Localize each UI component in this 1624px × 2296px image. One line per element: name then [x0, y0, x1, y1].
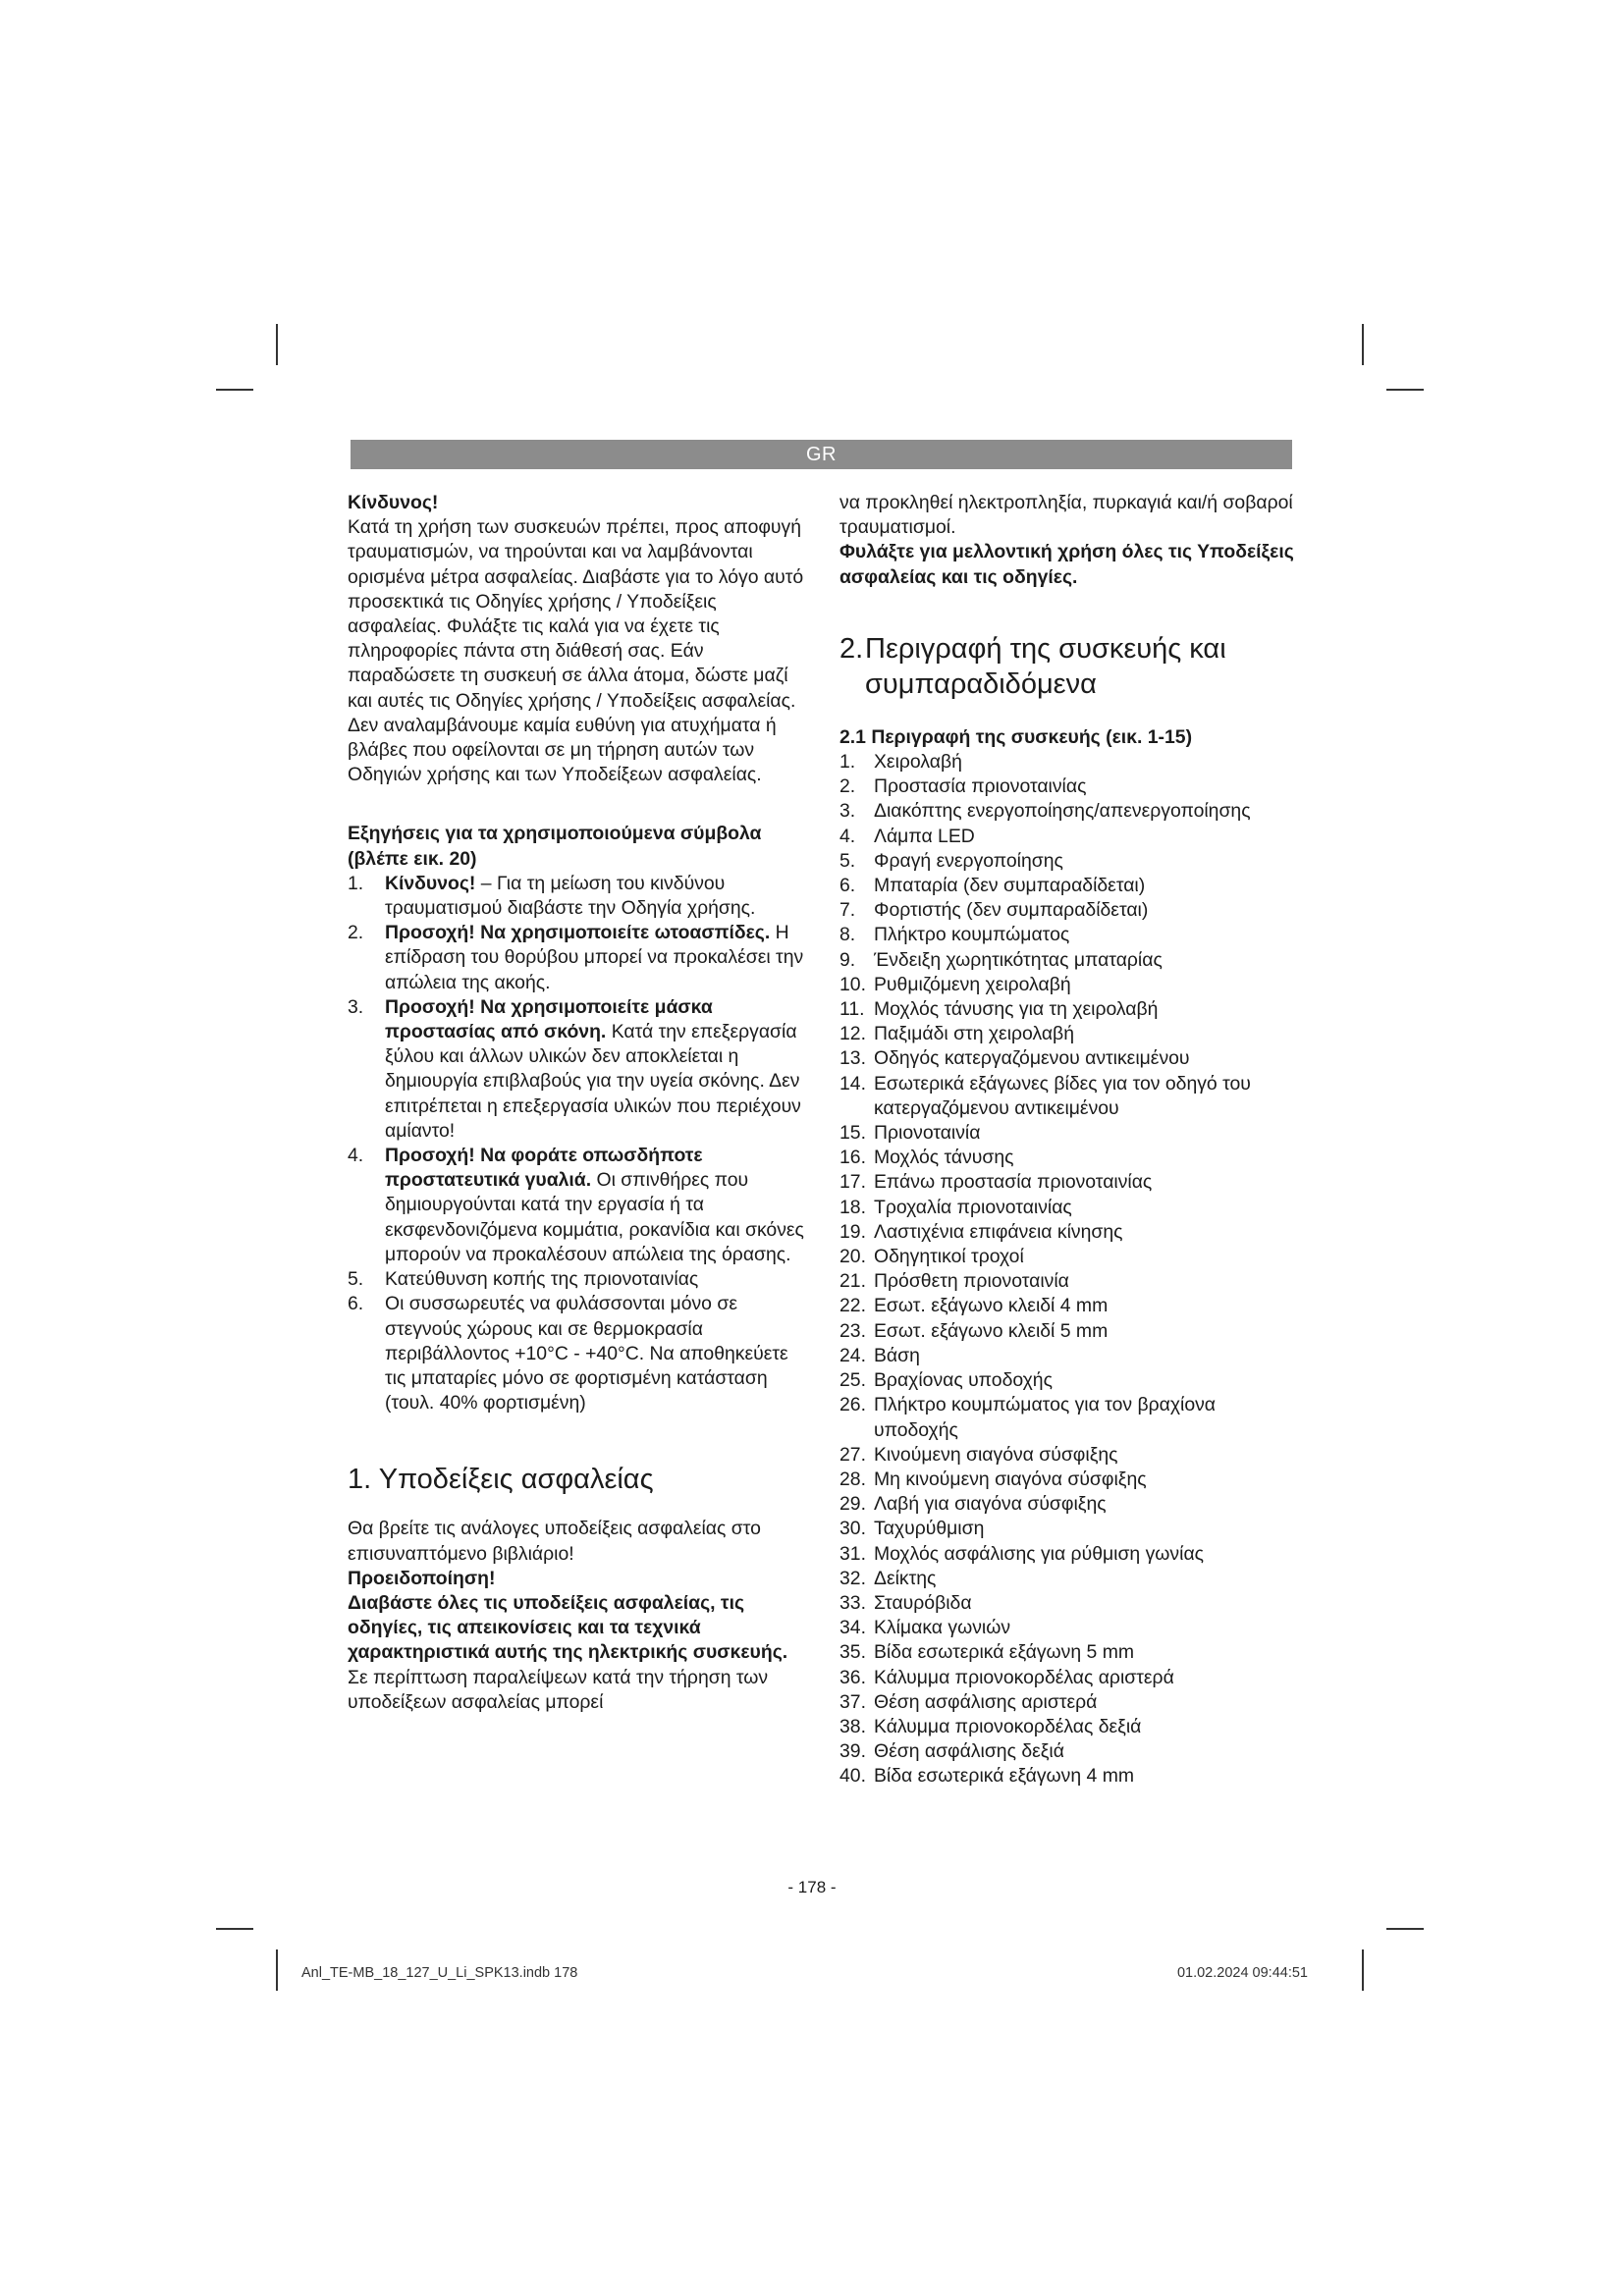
- part-item: [839, 997, 1301, 1022]
- part-item: [839, 1368, 1301, 1393]
- part-label: Φραγή ενεργοποίησης: [874, 849, 1063, 872]
- part-label: Μπαταρία (δεν συμπαραδίδεται): [874, 875, 1146, 897]
- symbol-number: 4.: [348, 1145, 364, 1167]
- part-number: 31.: [839, 1542, 866, 1565]
- part-item: [839, 1764, 1301, 1789]
- symbol-item: [348, 1144, 809, 1267]
- part-label: Βίδα εσωτερικά εξάγωνη 4 mm: [874, 1765, 1135, 1788]
- symbol-item: [348, 872, 809, 921]
- part-number: 16.: [839, 1147, 866, 1169]
- part-item: [839, 1666, 1301, 1690]
- part-label: Κινούμενη σιαγόνα σύσφιξης: [874, 1443, 1118, 1466]
- part-label: Μοχλός ασφάλισης για ρύθμιση γωνίας: [874, 1542, 1204, 1565]
- part-label: Δείκτης: [874, 1567, 937, 1589]
- part-label: Λάμπα LED: [874, 825, 975, 847]
- part-label: Πλήκτρο κουμπώματος: [874, 924, 1070, 946]
- part-item: [839, 1022, 1301, 1046]
- part-item: [839, 1690, 1301, 1715]
- page-number: - 178 -: [787, 1878, 837, 1896]
- part-label: Ταχυρύθμιση: [874, 1518, 985, 1540]
- part-label: Κλίμακα γωνιών: [874, 1617, 1011, 1639]
- part-item: [839, 874, 1301, 898]
- part-item: [839, 1046, 1301, 1071]
- section-1-number: 1.: [348, 1464, 372, 1496]
- subsection-title: 2.1 Περιγραφή της συσκευής (εικ. 1-15): [839, 725, 1193, 748]
- part-label: Ένδειξη χωρητικότητας μπαταρίας: [874, 948, 1163, 971]
- part-number: 14.: [839, 1072, 866, 1095]
- section-2-title-line2: συμπαραδιδόμενα: [865, 667, 1097, 700]
- part-item: [839, 1591, 1301, 1616]
- part-label: Πρόσθετη πριονοταινία: [874, 1270, 1069, 1293]
- keep-instructions: Φυλάξτε για μελλοντική χρήση όλες τις Υποδείξεις ασφαλείας και τις οδηγίες.: [839, 541, 1294, 588]
- part-number: 30.: [839, 1518, 866, 1540]
- symbol-text: Κατεύθυνση κοπής της πριονοταινίας: [385, 1268, 699, 1291]
- part-item: [839, 1170, 1301, 1195]
- crop-mark: [216, 389, 253, 391]
- part-number: 37.: [839, 1690, 866, 1713]
- part-item: [839, 1492, 1301, 1517]
- symbol-number: 5.: [348, 1268, 364, 1291]
- section-2-heading: [839, 631, 1301, 702]
- part-item: [839, 1640, 1301, 1665]
- part-label: Σταυρόβιδα: [874, 1591, 972, 1614]
- part-item: [839, 750, 1301, 774]
- part-number: 22.: [839, 1295, 866, 1317]
- footer-file-info: Anl_TE-MB_18_127_U_Li_SPK13.indb 178: [301, 1965, 578, 1981]
- part-item: [839, 1517, 1301, 1541]
- part-label: Κάλυμμα πριονοκορδέλας δεξιά: [874, 1715, 1142, 1737]
- parts-list: [839, 750, 1301, 1789]
- part-label: Τροχαλία πριονοταινίας: [874, 1196, 1072, 1218]
- part-item: [839, 898, 1301, 923]
- part-item: [839, 1443, 1301, 1468]
- symbol-text: – Για τη μείωση του κινδύνου τραυματισμού διαβάστε την Οδηγία χρήσης.: [385, 872, 756, 920]
- part-number: 36.: [839, 1666, 866, 1688]
- part-item: [839, 825, 1301, 849]
- part-number: 13.: [839, 1047, 866, 1070]
- part-number: 11.: [839, 998, 865, 1021]
- part-item: [839, 849, 1301, 874]
- part-item: [839, 1715, 1301, 1739]
- part-number: 3.: [839, 800, 856, 823]
- part-number: 27.: [839, 1443, 866, 1466]
- part-label: Διακόπτης ενεργοποίησης/απενεργοποίησης: [874, 800, 1251, 823]
- footer-date: 01.02.2024 09:44:51: [1176, 1965, 1308, 1981]
- part-number: 10.: [839, 973, 866, 995]
- part-item: [839, 1616, 1301, 1640]
- part-number: 20.: [839, 1246, 866, 1268]
- warning-title: Προειδοποίηση!: [348, 1567, 496, 1589]
- part-number: 6.: [839, 875, 856, 897]
- symbol-item: [348, 995, 809, 1144]
- section-1-text: Θα βρείτε τις ανάλογες υποδείξεις ασφαλείας στο επισυναπτόμενο βιβλιάριο!: [348, 1518, 761, 1565]
- part-item: [839, 1468, 1301, 1492]
- symbol-bold-text: Κίνδυνος!: [385, 872, 476, 894]
- part-label: Λαβή για σιαγόνα σύσφιξης: [874, 1493, 1107, 1516]
- crop-mark: [1386, 1928, 1424, 1930]
- section-2-number: 2.: [839, 632, 864, 665]
- crop-mark: [1362, 324, 1364, 365]
- symbol-text: Κατά την επεξεργασία ξύλου και άλλων υλικών δεν αποκλείεται η δημιουργία επιβλαβούς για την υγεία σκόνης. Δεν επιτρέπεται η επεξεργασία υλικών που περιέχουν αμίαντο!: [385, 1021, 801, 1142]
- section-1-title: Υποδείξεις ασφαλείας: [378, 1464, 654, 1496]
- part-label: Βάση: [874, 1344, 920, 1366]
- part-item: [839, 1269, 1301, 1294]
- part-number: 23.: [839, 1319, 866, 1342]
- part-number: 8.: [839, 924, 856, 946]
- part-number: 34.: [839, 1617, 866, 1639]
- danger-text: Κατά τη χρήση των συσκευών πρέπει, προς αποφυγή τραυματισμών, να τηρούνται και να λαμβάνονται ορισμένα μέτρα ασφαλείας. Διαβάστε για το λόγο αυτό προσεκτικά τις Οδηγίες χρήσης / Υποδείξεις ασφαλείας. Φυλάξτε τις καλά για να έχετε τις πληροφορίες πάντα στη διάθεσή σας. Εάν παραδώσετε τη συσκευή σε άλλα άτομα, δώστε μαζί και αυτές τις Οδηγίες χρήσης / Υποδείξεις ασφαλείας. Δεν αναλαμβάνουμε καμία ευθύνη για ατυχήματα ή βλάβες που οφείλονται σε μη τήρηση αυτών των Οδηγιών χρήσης και των Υποδείξεων ασφαλείας.: [348, 516, 804, 786]
- part-label: Θέση ασφάλισης αριστερά: [874, 1690, 1098, 1713]
- part-item: [839, 1542, 1301, 1567]
- part-item: [839, 1072, 1301, 1121]
- symbol-number: 2.: [348, 922, 364, 944]
- part-item: [839, 799, 1301, 824]
- right-column: [839, 491, 1301, 1789]
- part-label: Εσωτερικά εξάγωνες βίδες για τον οδηγό του κατεργαζόμενου αντικειμένου: [874, 1072, 1251, 1119]
- part-number: 18.: [839, 1196, 866, 1218]
- part-number: 7.: [839, 899, 856, 922]
- symbols-list: [348, 872, 809, 1415]
- part-item: [839, 1294, 1301, 1318]
- part-number: 35.: [839, 1641, 866, 1664]
- section-1-heading: [348, 1462, 809, 1497]
- part-number: 38.: [839, 1715, 866, 1737]
- part-number: 4.: [839, 825, 856, 847]
- symbol-bold-text: Προσοχή! Να φοράτε οπωσδήποτε προστατευτικά γυαλιά.: [385, 1145, 703, 1192]
- part-number: 21.: [839, 1270, 866, 1293]
- symbol-text: Οι σπινθήρες που δημιουργούνται κατά την εργασία ή τα εκσφενδονιζόμενα κομμάτια, ροκανίδια και σκόνες μπορούν να προκαλέσουν απώλεια της όρασης.: [385, 1169, 804, 1265]
- crop-mark: [276, 324, 278, 365]
- part-item: [839, 948, 1301, 973]
- part-label: Προστασία πριονοταινίας: [874, 775, 1087, 798]
- symbol-number: 3.: [348, 995, 364, 1018]
- part-number: 9.: [839, 948, 856, 971]
- part-item: [839, 1196, 1301, 1220]
- crop-mark: [276, 1949, 278, 1991]
- part-number: 19.: [839, 1220, 866, 1243]
- part-label: Χειρολαβή: [874, 751, 962, 774]
- part-item: [839, 1393, 1301, 1442]
- symbol-text: Η επίδραση του θορύβου μπορεί να προκαλέσει την απώλεια της ακοής.: [385, 922, 804, 993]
- continued-text: να προκληθεί ηλεκτροπληξία, πυρκαγιά και/ή σοβαροί τραυματισμοί.: [839, 492, 1293, 539]
- warning-paragraph: [348, 1591, 809, 1715]
- part-label: Πριονοταινία: [874, 1122, 981, 1145]
- crop-mark: [1362, 1949, 1364, 1991]
- part-item: [839, 1739, 1301, 1764]
- part-label: Μοχλός τάνυσης: [874, 1147, 1014, 1169]
- part-label: Πλήκτρο κουμπώματος για τον βραχίονα υποδοχής: [874, 1394, 1217, 1441]
- part-number: 5.: [839, 849, 856, 872]
- part-label: Κάλυμμα πριονοκορδέλας αριστερά: [874, 1666, 1174, 1688]
- part-label: Μη κινούμενη σιαγόνα σύσφιξης: [874, 1468, 1147, 1490]
- part-number: 40.: [839, 1765, 866, 1788]
- part-item: [839, 1245, 1301, 1269]
- part-label: Θέση ασφάλισης δεξιά: [874, 1740, 1064, 1763]
- part-number: 2.: [839, 775, 856, 798]
- part-item: [839, 1344, 1301, 1368]
- warning-bold: Διαβάστε όλες τις υποδείξεις ασφαλείας, τις οδηγίες, τις απεικονίσεις και τα τεχνικά χαρακτηριστικά αυτής της ηλεκτρικής συσκευής.: [348, 1591, 788, 1664]
- symbol-bold-text: Προσοχή! Να χρησιμοποιείτε ωτοασπίδες.: [385, 922, 771, 944]
- part-label: Ρυθμιζόμενη χειρολαβή: [874, 973, 1071, 995]
- part-item: [839, 1319, 1301, 1344]
- part-label: Επάνω προστασία πριονοταινίας: [874, 1171, 1153, 1194]
- part-item: [839, 1146, 1301, 1170]
- part-number: 26.: [839, 1394, 866, 1416]
- part-label: Μοχλός τάνυσης για τη χειρολαβή: [874, 998, 1159, 1021]
- part-label: Οδηγός κατεργαζόμενου αντικειμένου: [874, 1047, 1190, 1070]
- crop-mark: [216, 1928, 253, 1930]
- crop-mark: [1386, 389, 1424, 391]
- part-number: 25.: [839, 1369, 866, 1392]
- danger-title: Κίνδυνος!: [348, 492, 439, 513]
- symbols-title: Εξηγήσεις για τα χρησιμοποιούμενα σύμβολα (βλέπε εικ. 20): [348, 823, 762, 870]
- part-item: [839, 973, 1301, 997]
- part-item: [839, 923, 1301, 947]
- symbol-number: 6.: [348, 1293, 364, 1315]
- part-number: 33.: [839, 1591, 866, 1614]
- part-number: 17.: [839, 1171, 866, 1194]
- symbol-text: Οι συσσωρευτές να φυλάσσονται μόνο σε στεγνούς χώρους και σε θερμοκρασία περιβάλλοντος +10°C - +40°C. Να αποθηκεύετε τις μπαταρίες μόνο σε φορτισμένη κατάσταση (τουλ. 40% φορτισμένη): [385, 1293, 788, 1415]
- symbol-number: 1.: [348, 872, 364, 894]
- part-number: 39.: [839, 1740, 866, 1763]
- part-label: Παξιμάδι στη χειρολαβή: [874, 1023, 1074, 1045]
- part-number: 32.: [839, 1567, 866, 1589]
- part-item: [839, 1121, 1301, 1146]
- part-label: Εσωτ. εξάγωνο κλειδί 4 mm: [874, 1295, 1109, 1317]
- part-item: [839, 774, 1301, 799]
- section-2-title-line1: Περιγραφή της συσκευής και: [865, 632, 1226, 665]
- part-label: Φορτιστής (δεν συμπαραδίδεται): [874, 899, 1149, 922]
- warning-text: Σε περίπτωση παραλείψεων κατά την τήρηση των υποδείξεων ασφαλείας μπορεί: [348, 1666, 769, 1713]
- part-label: Βραχίονας υποδοχής: [874, 1369, 1053, 1392]
- part-item: [839, 1567, 1301, 1591]
- symbol-bold-text: Προσοχή! Να χρησιμοποιείτε μάσκα προστασίας από σκόνη.: [385, 995, 713, 1043]
- part-number: 15.: [839, 1122, 866, 1145]
- part-label: Βίδα εσωτερικά εξάγωνη 5 mm: [874, 1641, 1135, 1664]
- part-number: 1.: [839, 751, 856, 774]
- symbol-item: [348, 1267, 809, 1292]
- part-label: Εσωτ. εξάγωνο κλειδί 5 mm: [874, 1319, 1109, 1342]
- part-number: 24.: [839, 1344, 866, 1366]
- left-column: [348, 491, 809, 1715]
- symbol-item: [348, 1292, 809, 1415]
- part-number: 12.: [839, 1023, 866, 1045]
- part-item: [839, 1220, 1301, 1245]
- part-number: 28.: [839, 1468, 866, 1490]
- part-label: Λαστιχένια επιφάνεια κίνησης: [874, 1220, 1123, 1243]
- symbol-item: [348, 921, 809, 995]
- language-bar: GR: [351, 440, 1292, 469]
- part-label: Οδηγητικοί τροχοί: [874, 1246, 1024, 1268]
- part-number: 29.: [839, 1493, 866, 1516]
